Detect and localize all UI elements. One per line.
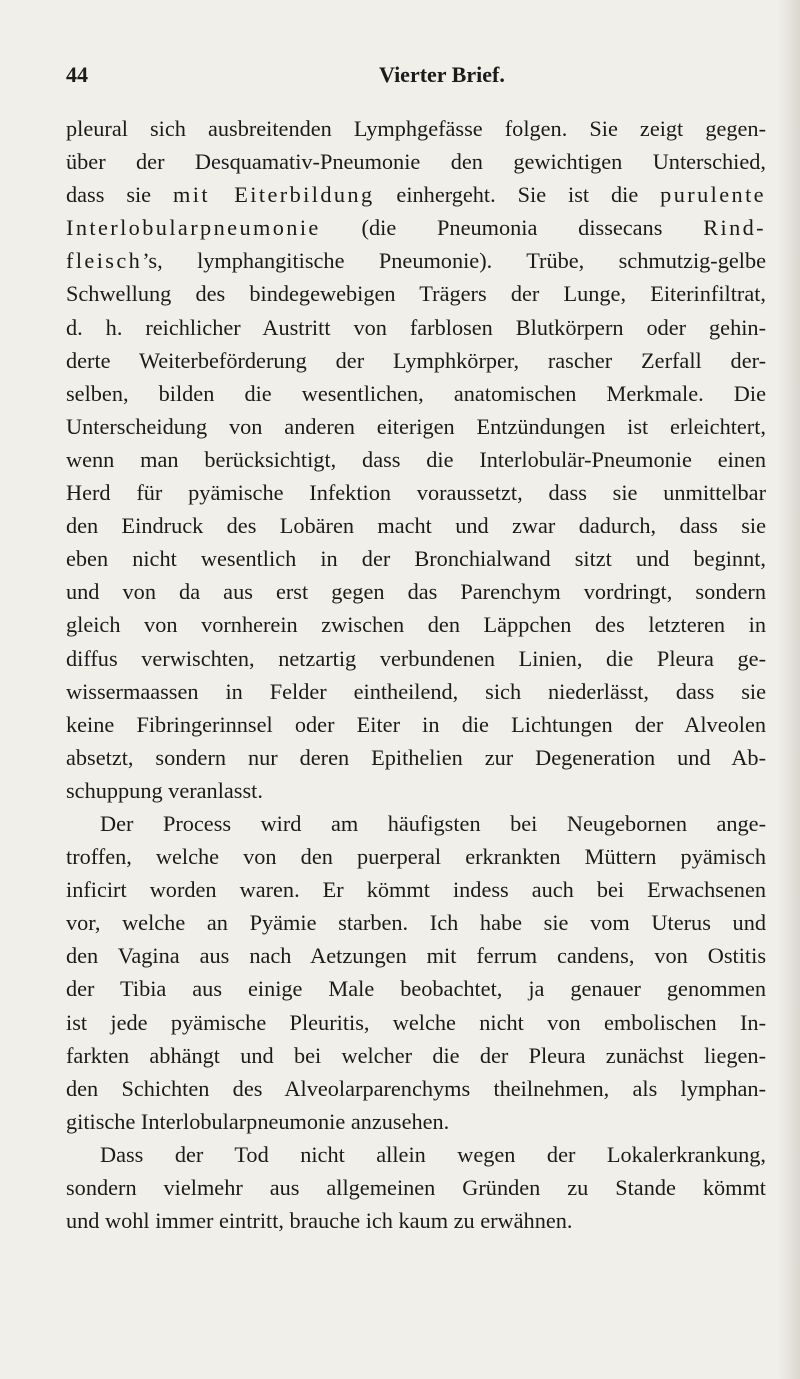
text-line: und wohl immer eintritt, brauche ich kaum zu erwähnen. xyxy=(66,1208,573,1234)
text-line: den Eindruck des Lobären macht und zwar dadurch, dass sie xyxy=(66,513,766,539)
text-line: d. h. reichlicher Austritt von farblosen Blutkörpern oder gehin- xyxy=(66,314,766,340)
text-line: inficirt worden waren. Er kömmt indess auch bei Erwachsenen xyxy=(66,877,766,903)
text-line: gitische Interlobularpneumonie anzusehen. xyxy=(66,1108,450,1134)
spaced-term: purulente xyxy=(660,182,766,208)
running-head: Vierter Brief. xyxy=(379,62,505,87)
text-line: den Vagina aus nach Aetzungen mit ferrum candens, von Ostitis xyxy=(66,943,766,969)
spaced-term: fleisch xyxy=(66,248,143,274)
page-number: 44 xyxy=(66,62,88,87)
page-edge-shadow xyxy=(778,0,800,1379)
page-header xyxy=(66,62,766,92)
text-line: ist jede pyämische Pleuritis, welche nicht von embolischen In- xyxy=(66,1009,766,1035)
text-line: wenn man berücksichtigt, dass die Interlobulär-Pneumonie einen xyxy=(66,446,766,472)
text-line: absetzt, sondern nur deren Epithelien zur Degeneration und Ab- xyxy=(66,744,766,770)
text-line: keine Fibringerinnsel oder Eiter in die Lichtungen der Alveolen xyxy=(66,711,766,737)
text-line: derte Weiterbeförderung der Lymphkörper, rascher Zerfall der- xyxy=(66,347,766,373)
text-line: selben, bilden die wesentlichen, anatomischen Merkmale. Die xyxy=(66,380,766,406)
text-line: Der Process wird am häufigsten bei Neugebornen ange- xyxy=(100,810,766,836)
text-line: Schwellung des bindegewebigen Trägers der Lunge, Eiterinfiltrat, xyxy=(66,281,766,307)
text-line: gleich von vornherein zwischen den Läppchen des letzteren in xyxy=(66,612,766,638)
text-line: diffus verwischten, netzartig verbundenen Linien, die Pleura ge- xyxy=(66,645,766,671)
text-line: dass sie mit Eiterbildung einhergeht. Sie ist die purulente xyxy=(66,182,766,208)
text-line: den Schichten des Alveolarparenchyms theilnehmen, als lymphan- xyxy=(66,1075,766,1101)
text-line: eben nicht wesentlich in der Bronchialwand sitzt und beginnt, xyxy=(66,546,766,572)
text-line: sondern vielmehr aus allgemeinen Gründen zu Stande kömmt xyxy=(66,1175,766,1200)
text-line: Dass der Tod nicht allein wegen der Lokalerkrankung, xyxy=(100,1141,766,1167)
text-line: und von da aus erst gegen das Parenchym vordringt, sondern xyxy=(66,579,766,605)
spaced-term: Interlobularpneumonie xyxy=(66,215,321,241)
text-line: wissermaassen in Felder eintheilend, sich niederlässt, dass sie xyxy=(66,678,766,704)
spaced-term: Rind- xyxy=(703,215,766,241)
text-line: über der Desquamativ-Pneumonie den gewichtigen Unterschied, xyxy=(66,149,766,175)
text-line: vor, welche an Pyämie starben. Ich habe sie vom Uterus und xyxy=(66,910,766,936)
text-line: Herd für pyämische Infektion voraussetzt, dass sie unmittelbar xyxy=(66,480,766,506)
text-line: pleural sich ausbreitenden Lymphgefässe folgen. Sie zeigt gegen- xyxy=(66,116,766,141)
text-line: der Tibia aus einige Male beobachtet, ja genauer genommen xyxy=(66,976,766,1002)
text-line: farkten abhängt und bei welcher die der Pleura zunächst liegen- xyxy=(66,1042,766,1068)
text-line: Interlobularpneumonie (die Pneumonia dissecans Rind- xyxy=(66,215,766,241)
text-line: fleisch’s, lymphangitische Pneumonie). Trübe, schmutzig-gelbe xyxy=(66,248,766,274)
text-line: troffen, welche von den puerperal erkrankten Müttern pyämisch xyxy=(66,844,766,870)
body-text xyxy=(66,112,766,1237)
spaced-term: mit Eiterbildung xyxy=(173,182,375,208)
text-line: Unterscheidung von anderen eiterigen Entzündungen ist erleichtert, xyxy=(66,413,766,439)
text-line: schuppung veranlasst. xyxy=(66,777,263,803)
